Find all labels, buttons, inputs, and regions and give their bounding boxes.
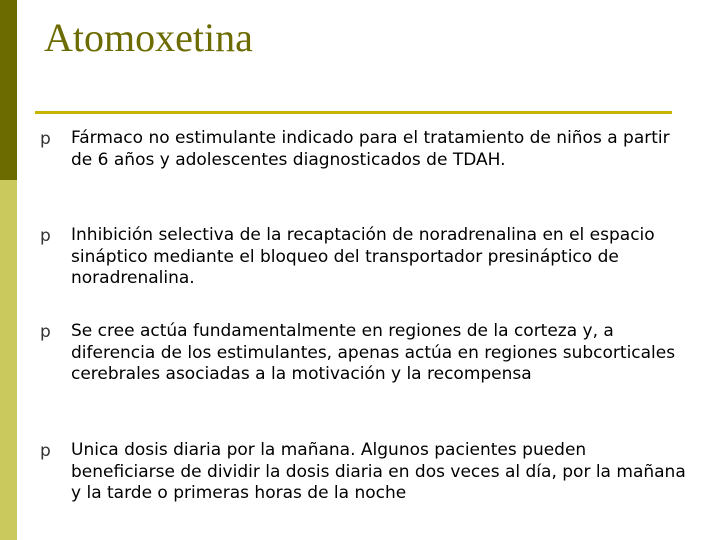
sidebar-accent-dark (0, 0, 17, 180)
title-divider (35, 111, 672, 114)
bullet-text: Fármaco no estimulante indicado para el tratamiento de niños a partir de 6 años y adolescentes diagnosticados de TDAH. (71, 128, 670, 170)
bullet-marker-icon: p (40, 322, 51, 342)
bullet-marker-icon: p (40, 441, 51, 461)
bullet-text: Se cree actúa fundamentalmente en regiones de la corteza y, a diferencia de los estimulantes, apenas actúa en regiones subcorticales cerebrales asociadas a la motivación y la recompensa (71, 321, 676, 384)
bullet-text: Unica dosis diaria por la mañana. Algunos pacientes pueden beneficiarse de dividir la dosis diaria en dos veces al día, por la mañana y la tarde o primeras horas de la noche (71, 440, 686, 503)
bullet-text: Inhibición selectiva de la recaptación de noradrenalina en el espacio sináptico mediante el bloqueo del transportador presináptico de noradrenalina. (71, 225, 655, 288)
bullet-marker-icon: p (40, 129, 51, 149)
bullet-marker-icon: p (40, 226, 51, 246)
sidebar-accent-light (0, 180, 17, 540)
slide-title: Atomoxetina (44, 15, 253, 60)
